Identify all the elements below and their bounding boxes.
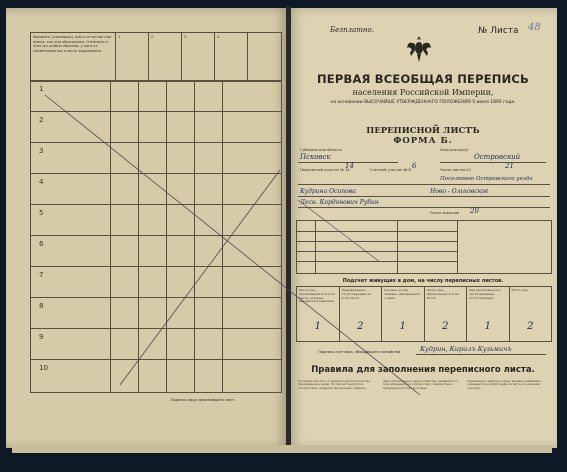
count-value: 1 [314,321,321,332]
province-value: Псковск [300,153,331,161]
sheets-count-value: 21 [505,162,514,170]
rules-column: Примечания и заметки о лицах, временно выбывших, указываются в особой графе и в листе, по указанию счетчика. [467,380,542,390]
count-value: 2 [527,321,534,332]
uezd-value: Островский [474,153,521,161]
decree-line: на основании ВЫСОЧАЙШЕ УТВЕРЖДЕННАГО ПОЛОЖЕНИЯ 5 июня 1895 года. [330,100,516,105]
sheet-number-label: № Листа [478,26,519,36]
count-head: Итого лиц [511,288,528,292]
total-residents-value: 20 [470,207,479,215]
count-cell [297,287,340,341]
section-title: Подсчет живущих в дом, на числу переписных листов. [342,278,504,284]
row-number: 9 [39,333,44,341]
count-value: 1 [399,321,406,332]
left-page-footer: Подпись лица заполнившего лист. [170,398,236,402]
header-col-4: 4 [215,33,248,81]
sheet-number-stamp: 48 [528,22,541,33]
field-underline [298,207,550,208]
header-col-3: 3 [182,33,215,81]
page-title: ПЕРВАЯ ВСЕОБЩАЯ ПЕРЕПИСЬ [316,72,530,86]
province-label: Губерния или область [300,148,343,152]
imperial-eagle-icon [406,34,432,64]
counting-area-value: 6 [412,162,417,170]
row-number: 7 [39,271,44,279]
field-underline [440,162,546,163]
header-col-2: 2 [149,33,182,81]
sheets-count-label: Число листов 21 [440,168,472,172]
row-number: 3 [39,147,44,155]
count-head: Число лиц, прописанных в этом листе [426,288,459,300]
count-cell [510,287,552,341]
count-cell [425,287,468,341]
row-number: 8 [39,302,44,310]
count-value: 2 [442,321,449,332]
field-underline [298,196,550,197]
field-underline [298,184,550,185]
owner-value: Кудрина Осипова [300,188,356,195]
counter-area-value: 14 [345,162,354,170]
signature-label: Подпись счетчика, обходившего хозяйства [318,350,401,354]
place-value: Поселковое Островского уезда [440,176,533,182]
row-number: 10 [39,364,48,372]
counting-area-label: Счетный участок № 6 [370,168,411,172]
free-label: Безплатно. [330,26,374,34]
field-underline [416,354,546,355]
row-number: 5 [39,209,44,217]
uezd-label: Уезд или округ [440,148,469,152]
count-cell [467,287,510,341]
row-number: 4 [39,178,44,186]
signature-value: Кудрин, Кирилъ Кузьмичъ [420,345,512,353]
form-title: ФОРМА Б. [393,136,453,146]
census-sheet-title: ПЕРЕПИСНОЙ ЛИСТЪ [366,126,480,136]
strike-line [120,170,280,385]
count-head: Лиц прописанных в листе временно отсутствующих [469,288,501,300]
count-cell [382,287,425,341]
count-head: Сколько из них человек, находящихся с ними [384,288,420,300]
counts-table [296,286,552,342]
residents-subtable [296,220,552,274]
count-cell [340,287,383,341]
page-subtitle: населения Российской Империи, [352,88,494,97]
village-value: Лесн. Кордонович Рубин [300,199,379,206]
row-number: 6 [39,240,44,248]
count-head: Число лиц, прописавшихся в этом листе, которые находятся в переписи [299,288,335,304]
count-head: Лица временно отсутствующие на этом листе [341,288,372,300]
total-residents-label: Число жильцов [430,211,460,215]
street-value: Ново - Ольховское [430,188,489,195]
rules-column: Лица, прописанные в одном хозяйстве, независимо от пола, вписываются в соответствии с ведомостью о принадлежности каждого лица. [382,380,458,390]
row-number: 1 [39,85,44,93]
rules-title: Правила для заполнения переписного листа. [311,365,535,375]
counter-area-label: Переписной участок № 14 [300,168,350,172]
rules-column: На переписной лист, по форме Б, вносятся всех лиц, проживающих в домах. На тем лист вносятся в соответствии с разделом прописанных отдельно. [298,380,371,390]
count-value: 2 [357,321,364,332]
rules-text [298,380,548,440]
header-col-name: Фамилия, (прозвище), имя и отчество или имена, как они обозначены. Отмечено в этих же особом образом, у кого из поименованных в листе родившиеся [31,33,116,81]
row-number: 2 [39,116,44,124]
header-col-1: 1 [116,33,149,81]
count-value: 1 [484,321,491,332]
